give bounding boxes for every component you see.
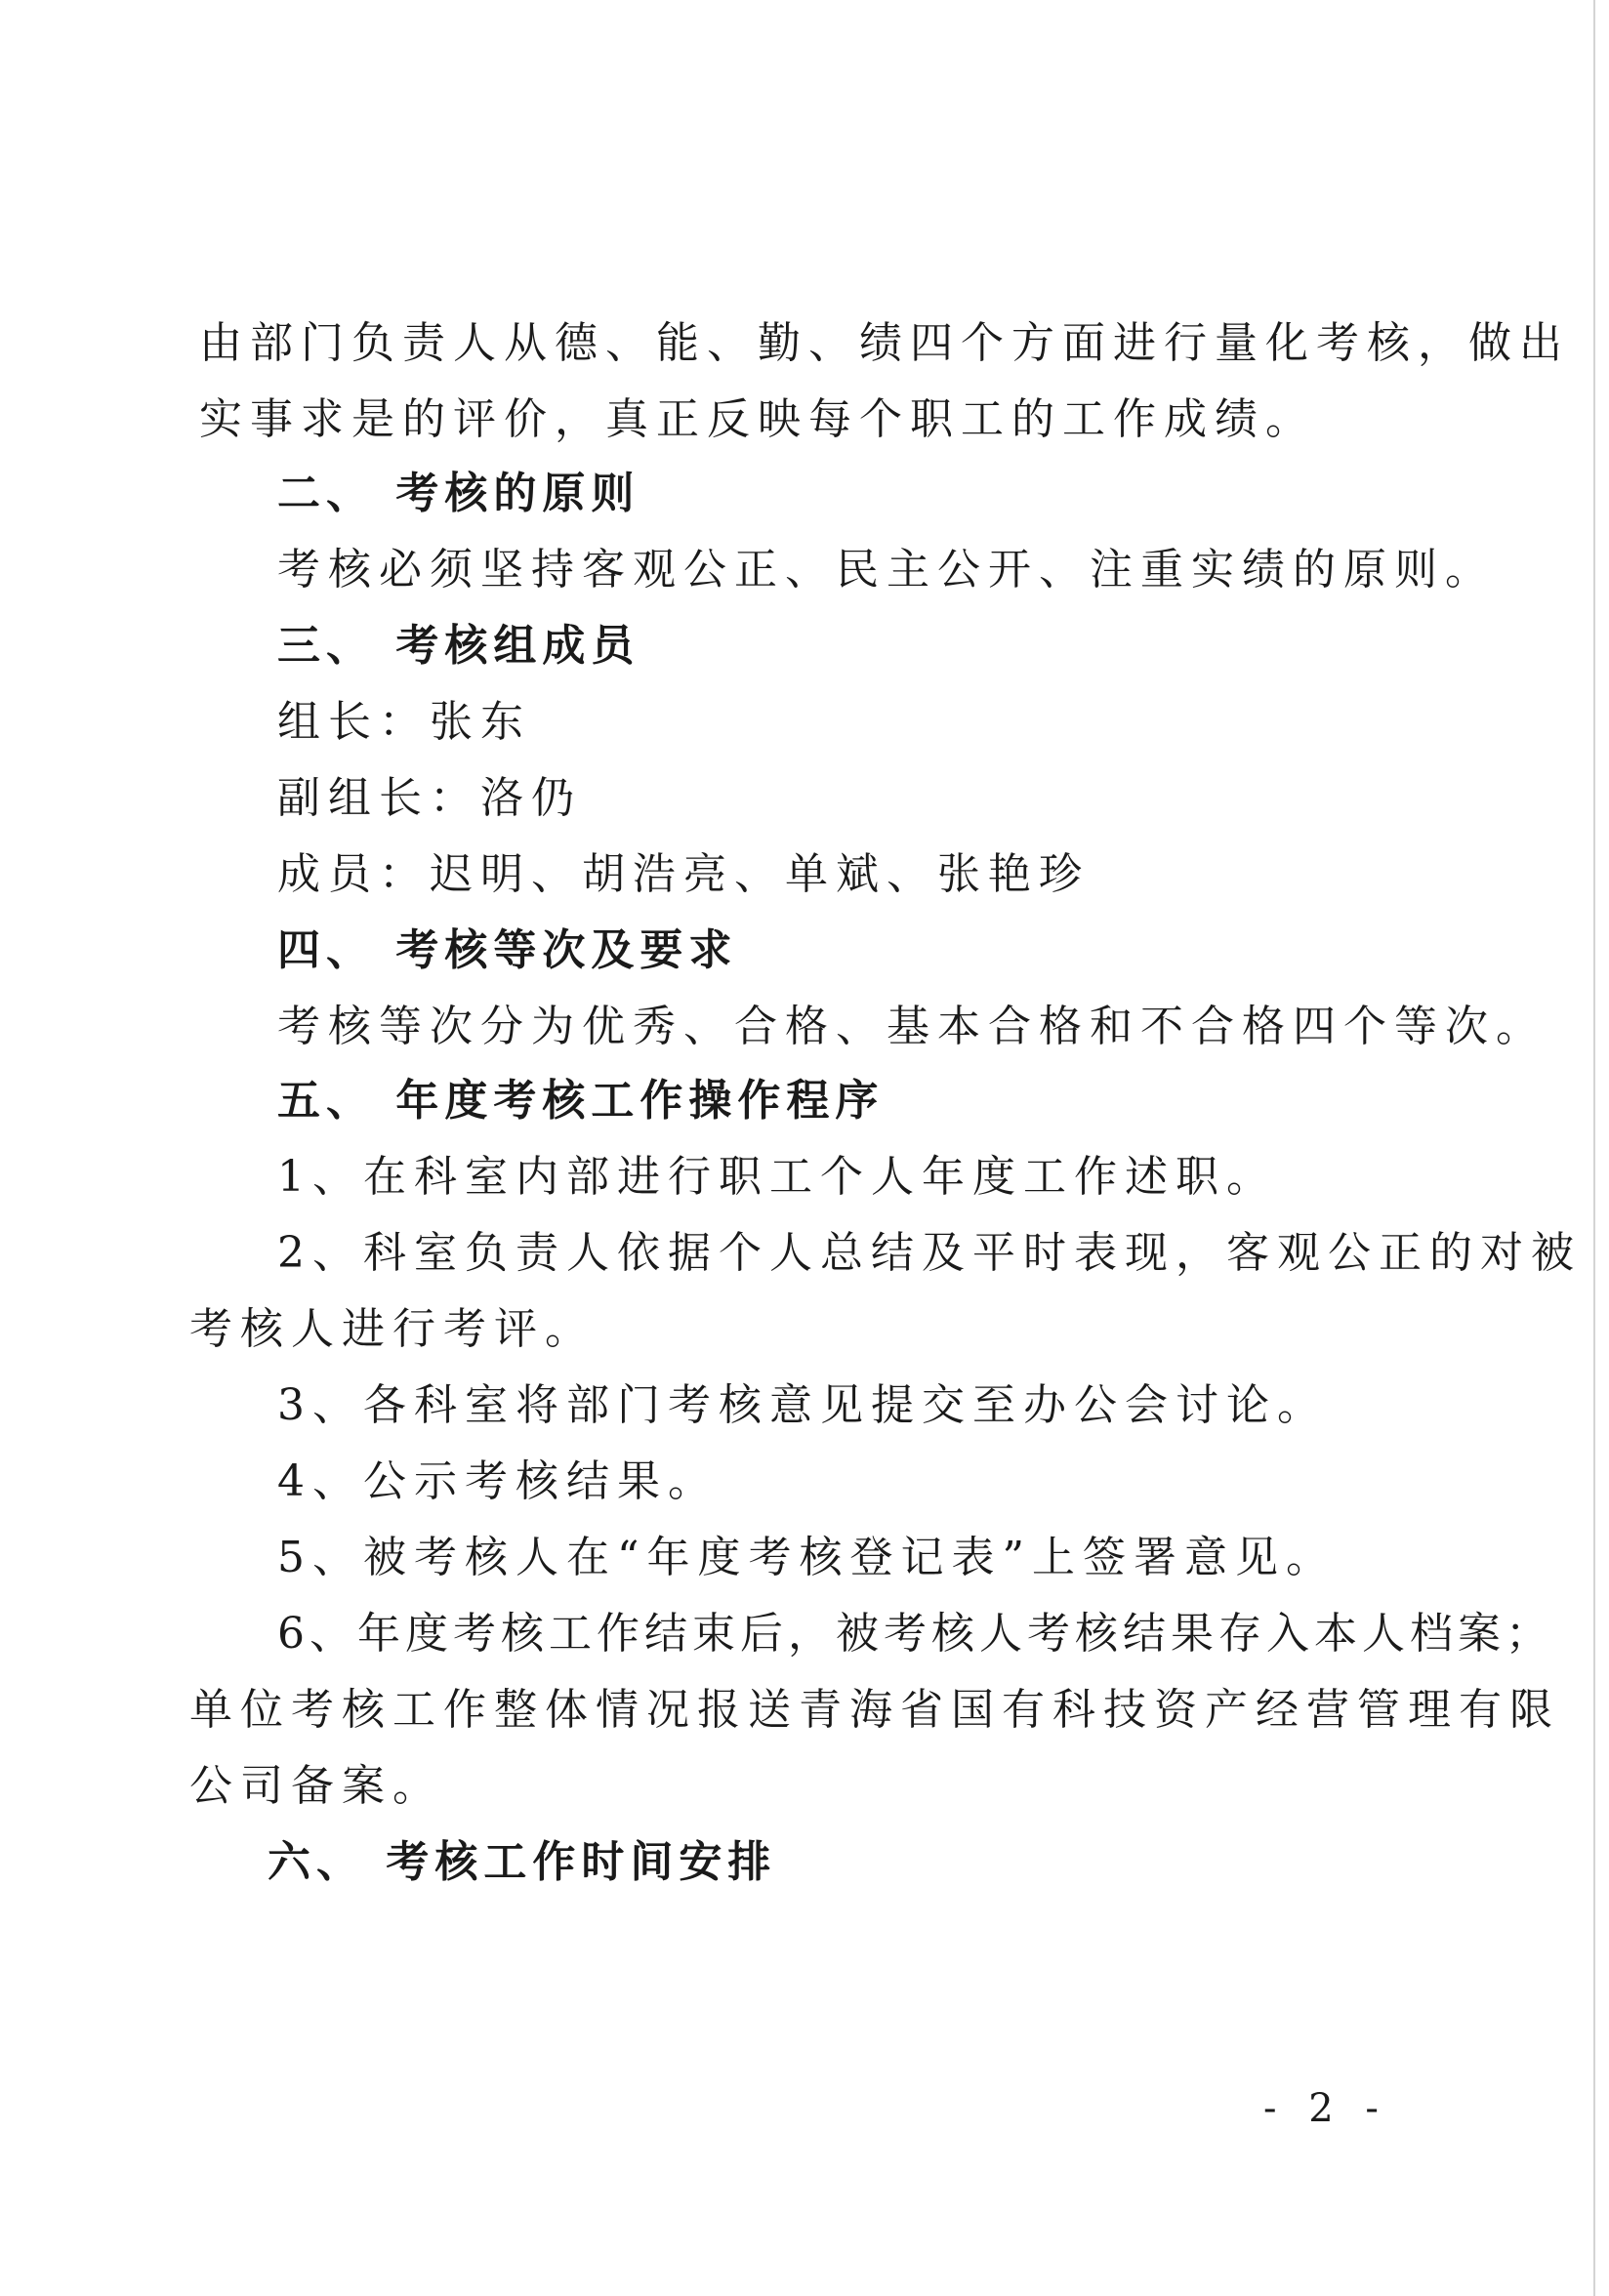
member-leader: 组长：张东 (277, 697, 531, 747)
procedure-step-2: 2、科室负责人依据个人总结及平时表现，客观公正的对被 (277, 1228, 1582, 1278)
section-heading-schedule: 六、 考核工作时间安排 (268, 1837, 777, 1887)
section-heading-principles: 二、 考核的原则 (277, 469, 640, 518)
section-heading-grades: 四、 考核等次及要求 (277, 925, 738, 975)
body-line-1: 由部门负责人从德、能、勤、绩四个方面进行量化考核，做出 (199, 318, 1570, 368)
member-list: 成员：迟明、胡浩亮、单斌、张艳珍 (277, 849, 1090, 899)
procedure-step-6: 6、年度考核工作结束后，被考核人考核结果存入本人档案； (277, 1609, 1553, 1659)
page-edge-line (1593, 0, 1595, 2296)
procedure-step-6-cont-1: 单位考核工作整体情况报送青海省国有科技资产经营管理有限 (189, 1685, 1560, 1735)
member-deputy-leader: 副组长：洛仍 (277, 773, 582, 823)
procedure-step-2-cont: 考核人进行考评。 (189, 1304, 596, 1354)
page-number: - 2 - (1263, 2086, 1388, 2131)
body-line-principles: 考核必须坚持客观公正、民主公开、注重实绩的原则。 (277, 545, 1496, 594)
procedure-step-6-cont-2: 公司备案。 (189, 1761, 443, 1811)
procedure-step-4: 4、公示考核结果。 (277, 1456, 719, 1506)
body-line-grades: 考核等次分为优秀、合格、基本合格和不合格四个等次。 (277, 1002, 1547, 1051)
procedure-step-5: 5、被考核人在“年度考核登记表”上签署意见。 (277, 1533, 1337, 1582)
procedure-step-3: 3、各科室将部门考核意见提交至办公会讨论。 (277, 1380, 1328, 1430)
procedure-step-1: 1、在科室内部进行职工个人年度工作述职。 (277, 1152, 1277, 1202)
section-heading-procedure: 五、 年度考核工作操作程序 (277, 1076, 885, 1126)
body-line-2: 实事求是的评价，真正反映每个职工的工作成绩。 (199, 394, 1316, 444)
section-heading-members: 三、 考核组成员 (277, 621, 640, 671)
